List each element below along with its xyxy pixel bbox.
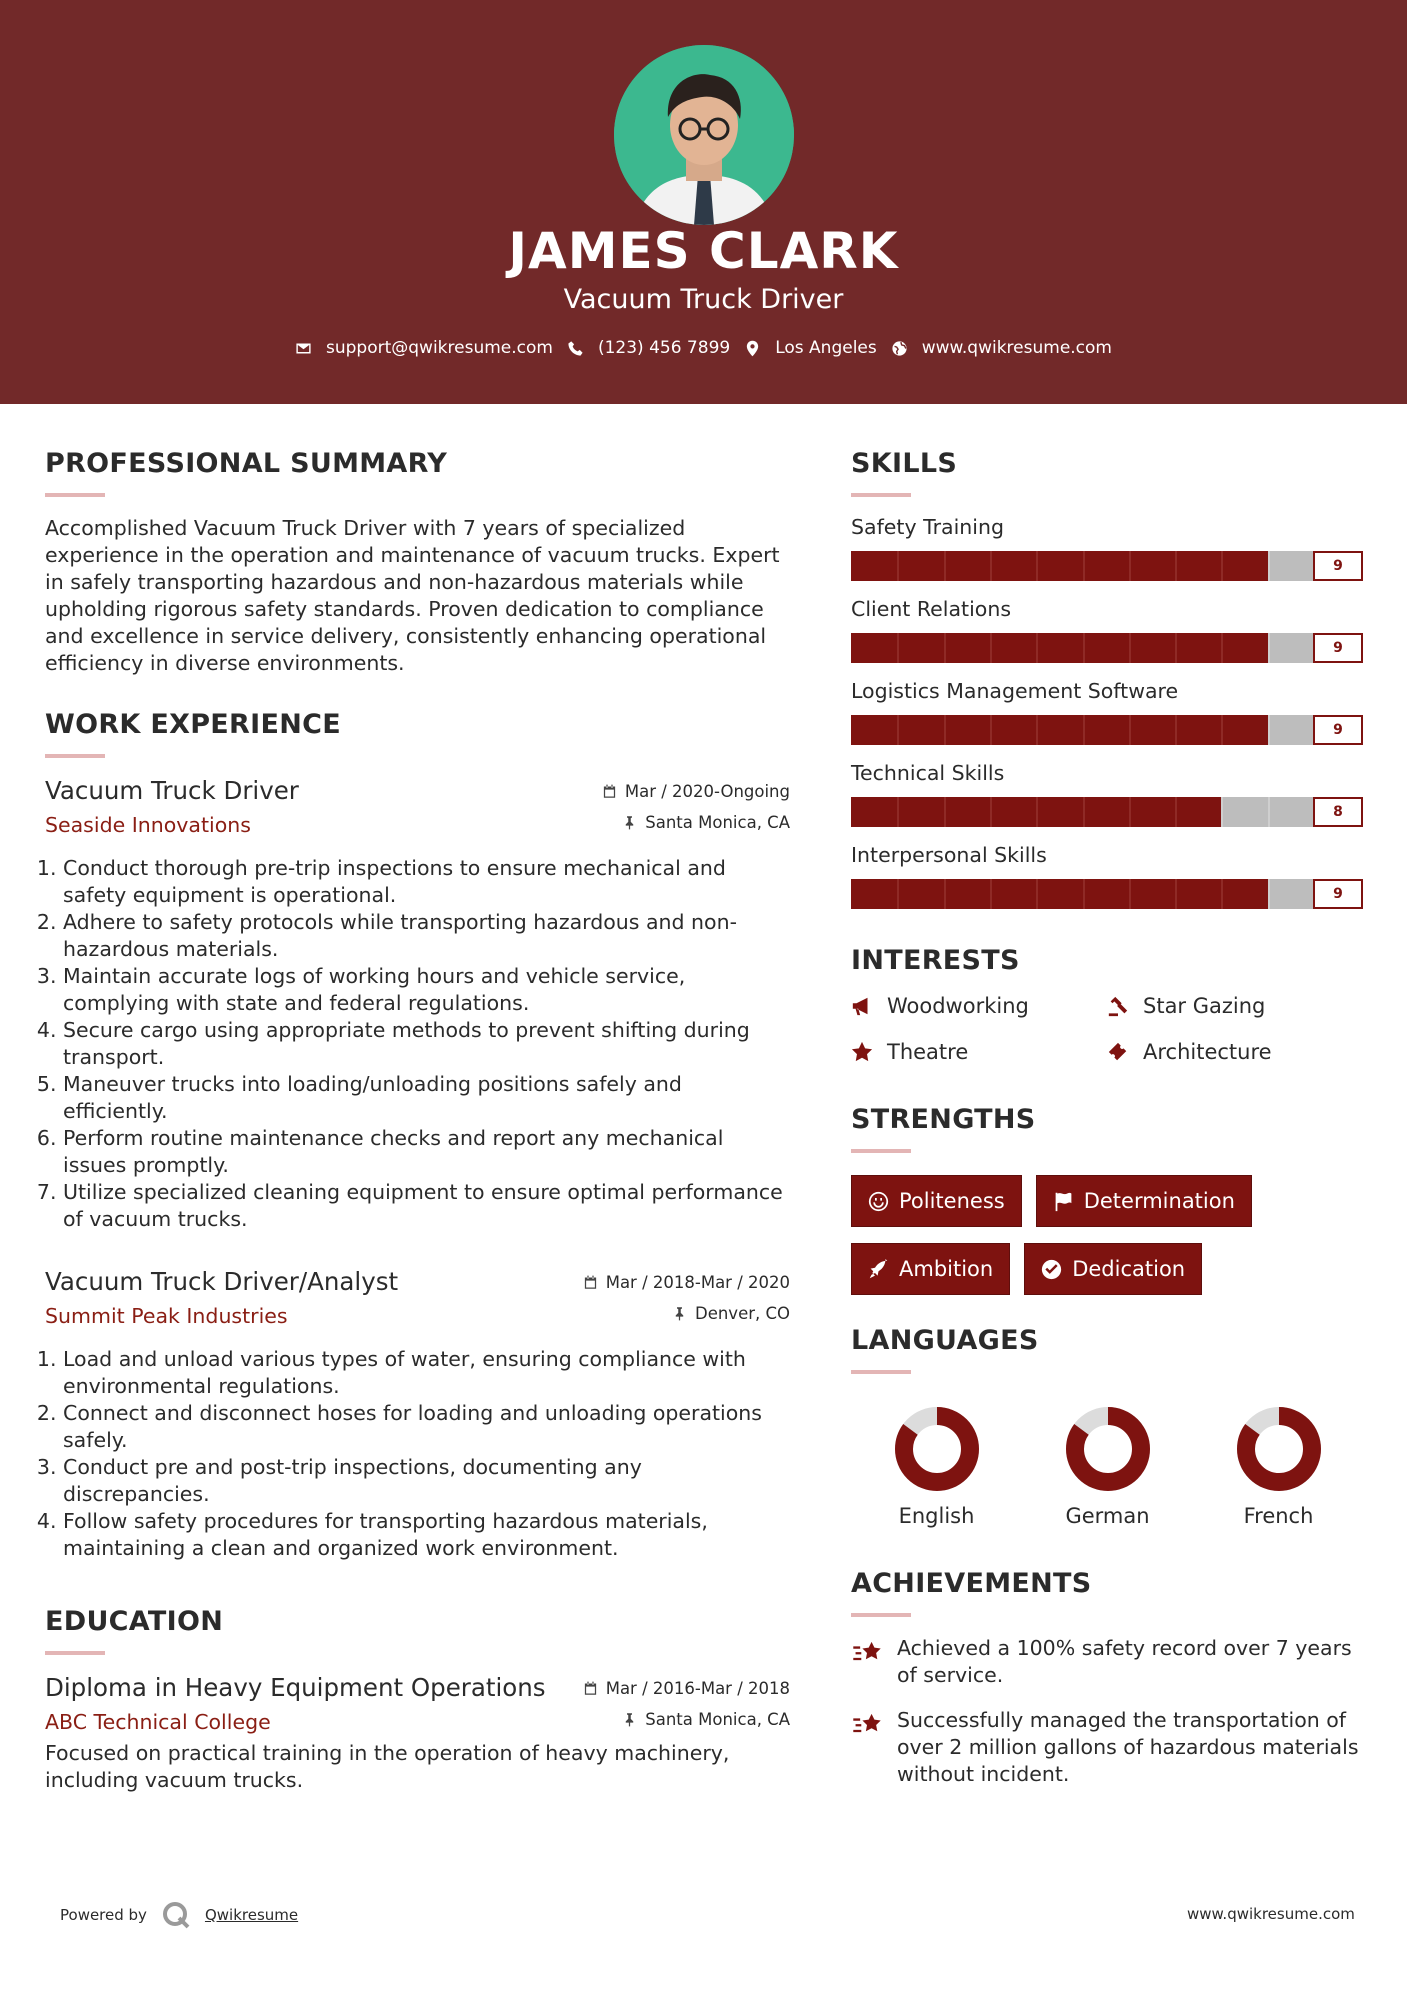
job-date (583, 1273, 790, 1292)
interest-label: Star Gazing (1143, 994, 1266, 1018)
globe-icon (891, 340, 908, 357)
experience-heading: WORK EXPERIENCE (45, 709, 341, 740)
duty-list (45, 1346, 790, 1562)
company-name: Summit Peak Industries (45, 1304, 288, 1328)
company-name: Seaside Innovations (45, 813, 251, 837)
strength-label: Politeness (899, 1189, 1005, 1213)
strengths-heading: STRENGTHS (851, 1104, 1036, 1135)
job-company-row (45, 813, 790, 837)
job-location-text: Santa Monica, CA (645, 813, 790, 832)
duty-item: 7. Utilize specialized cleaning equipment to ensure optimal performance of vacuum trucks. (63, 1179, 790, 1233)
strength-label: Dedication (1072, 1257, 1186, 1281)
education-date-text: Mar / 2016-Mar / 2018 (605, 1679, 790, 1698)
skill-bar-segment (1036, 551, 1038, 581)
education-date (583, 1679, 790, 1698)
skill-bar-segment (1036, 715, 1038, 745)
school-name: ABC Technical College (45, 1710, 271, 1734)
contact-email[interactable] (295, 338, 553, 358)
achievement-text: Achieved a 100% safety record over 7 years of service. (897, 1636, 1352, 1687)
skill-bar-fill (851, 633, 1268, 663)
skill-item (851, 761, 1366, 827)
strength-chip (1036, 1175, 1252, 1227)
contact-phone[interactable] (567, 338, 730, 358)
skill-bar (851, 797, 1363, 827)
duty-item: 4. Follow safety procedures for transporting hazardous materials, maintaining a clean and organized work environment. (63, 1508, 790, 1562)
job-title: Vacuum Truck Driver (45, 776, 299, 805)
achievement-item (851, 1707, 1366, 1788)
summary-heading: PROFESSIONAL SUMMARY (45, 448, 448, 479)
language-name: German (1065, 1504, 1150, 1528)
contact-bar (0, 338, 1407, 358)
skill-bar-segment (1129, 551, 1131, 581)
brand-link[interactable]: Qwikresume (204, 1906, 299, 1924)
skill-bar-segment (1129, 633, 1131, 663)
skill-bar-segment (1221, 551, 1223, 581)
heading-underline (851, 1370, 911, 1374)
rocket-icon (868, 1259, 889, 1280)
skill-bar-fill (851, 551, 1268, 581)
skill-list (851, 515, 1366, 909)
job-title: Vacuum Truck Driver/Analyst (45, 1267, 399, 1296)
interest-item (1107, 1040, 1363, 1064)
job-list (45, 776, 790, 1562)
skill-bar-segment (1175, 715, 1177, 745)
interest-list (851, 994, 1366, 1064)
skill-bar-fill (851, 715, 1268, 745)
gavel-icon (1107, 995, 1129, 1017)
skill-bar-segment (1083, 715, 1085, 745)
skill-bar-segment (897, 797, 899, 827)
duty-item: 6. Perform routine maintenance checks and report any mechanical issues promptly. (63, 1125, 790, 1179)
skill-item (851, 679, 1366, 745)
skill-bar (851, 715, 1363, 745)
duty-item: 1. Conduct thorough pre-trip inspections to ensure mechanical and safety equipment is operational. (63, 855, 790, 909)
summary-text: Accomplished Vacuum Truck Driver with 7 years of specialized experience in the operation and maintenance of vacuum trucks. Expert in safely transporting hazardous and non-hazardous materials while upholding rigorous safety standards. Proven dedication to compliance and excellence in service delivery, consistently enhancing operational efficiency in diverse environments. (45, 516, 780, 675)
interest-label: Woodworking (887, 994, 1029, 1018)
skill-bar-segment (1221, 633, 1223, 663)
achievement-text: Successfully managed the transportation of over 2 million gallons of hazardous materials without incident. (897, 1708, 1359, 1786)
duty-item: 2. Connect and disconnect hoses for loading and unloading operations safely. (63, 1400, 790, 1454)
left-column (45, 448, 790, 1794)
skill-bar-segment (1129, 879, 1131, 909)
heading-underline (851, 493, 911, 497)
check-circle-icon (1041, 1259, 1062, 1280)
education-text: Focused on practical training in the operation of heavy machinery, including vacuum trucks. (45, 1741, 730, 1792)
skill-bar-segment (1083, 633, 1085, 663)
skill-bar-segment (1175, 797, 1177, 827)
right-column (851, 448, 1366, 1788)
interest-item (851, 1040, 1107, 1064)
job-location-text: Denver, CO (694, 1304, 790, 1323)
job-entry (45, 776, 790, 1233)
job-company-row (45, 1304, 790, 1328)
skill-bar-segment (990, 879, 992, 909)
resume-header (0, 0, 1407, 404)
skill-item (851, 843, 1366, 909)
trophy-star-icon (851, 1637, 883, 1665)
strength-list (851, 1175, 1371, 1295)
candidate-title: Vacuum Truck Driver (563, 284, 844, 315)
skill-bar-segment (990, 715, 992, 745)
calendar-icon (583, 1275, 598, 1290)
candidate-name: JAMES CLARK (508, 222, 899, 280)
megaphone-icon (851, 995, 873, 1017)
skill-bar-segment (944, 879, 946, 909)
skill-bar-segment (944, 715, 946, 745)
footer-website[interactable]: www.qwikresume.com (1187, 1905, 1355, 1923)
envelope-icon (295, 340, 312, 357)
strength-label: Ambition (899, 1257, 994, 1281)
trophy-star-icon (851, 1709, 883, 1737)
duty-item: 4. Secure cargo using appropriate methods to prevent shifting during transport. (63, 1017, 790, 1071)
duty-item: 3. Maintain accurate logs of working hours and vehicle service, complying with state and federal regulations. (63, 963, 790, 1017)
heading-underline (45, 1651, 105, 1655)
skill-bar-segment (944, 551, 946, 581)
skill-bar-segment (1083, 879, 1085, 909)
skill-bar-fill (851, 879, 1268, 909)
phone-text: (123) 456 7899 (597, 338, 731, 358)
ticket-icon (1107, 1041, 1129, 1063)
map-pin-icon (744, 340, 761, 357)
skill-bar-segment (1268, 715, 1270, 745)
skill-bar-segment (1221, 715, 1223, 745)
calendar-icon (602, 784, 617, 799)
star-icon (851, 1041, 873, 1063)
duty-item: 1. Load and unload various types of water, ensuring compliance with environmental regulations. (63, 1346, 790, 1400)
skill-bar-segment (944, 633, 946, 663)
skill-bar-segment (1175, 633, 1177, 663)
language-name: English (898, 1504, 975, 1528)
flag-icon (1053, 1191, 1074, 1212)
skill-bar-segment (1268, 797, 1270, 827)
language-level-ring (892, 1404, 982, 1494)
phone-icon (567, 340, 584, 357)
duty-item: 3. Conduct pre and post-trip inspections, documenting any discrepancies. (63, 1454, 790, 1508)
skill-score: 8 (1313, 797, 1363, 827)
location-text: Los Angeles (775, 338, 877, 358)
job-entry (45, 1267, 790, 1562)
duty-item: 2. Adhere to safety protocols while transporting hazardous and non-hazardous materials. (63, 909, 790, 963)
skill-bar-segment (1036, 797, 1038, 827)
interest-label: Theatre (887, 1040, 969, 1064)
education-entry (45, 1673, 790, 1794)
pushpin-icon (672, 1306, 687, 1321)
interest-item (851, 994, 1107, 1018)
heading-underline (851, 1613, 911, 1617)
person-photo-icon (614, 45, 794, 225)
job-date-text: Mar / 2018-Mar / 2020 (605, 1273, 790, 1292)
duty-item: 5. Maneuver trucks into loading/unloading positions safely and efficiently. (63, 1071, 790, 1125)
skill-item (851, 515, 1366, 581)
language-level-ring (1234, 1404, 1324, 1494)
heading-underline (45, 493, 105, 497)
skill-name: Logistics Management Software (851, 679, 1179, 703)
skill-bar-segment (1268, 633, 1270, 663)
education-location (622, 1710, 790, 1729)
education-heading: EDUCATION (45, 1606, 224, 1637)
skill-bar-segment (1083, 797, 1085, 827)
skill-bar-segment (1221, 879, 1223, 909)
skill-bar-segment (990, 551, 992, 581)
language-list (851, 1404, 1366, 1528)
achievement-list (851, 1635, 1366, 1788)
skill-bar (851, 633, 1363, 663)
skill-bar-segment (897, 715, 899, 745)
languages-heading: LANGUAGES (851, 1325, 1039, 1356)
footer-powered-by (60, 1900, 298, 1930)
skill-bar (851, 879, 1363, 909)
job-date-text: Mar / 2020-Ongoing (624, 782, 790, 801)
skill-bar-segment (1268, 551, 1270, 581)
job-date (602, 782, 790, 801)
skill-name: Client Relations (851, 597, 1012, 621)
interest-item (1107, 994, 1363, 1018)
achievement-item (851, 1635, 1366, 1689)
skill-bar-segment (897, 551, 899, 581)
heading-underline (851, 1149, 911, 1153)
skill-name: Interpersonal Skills (851, 843, 1047, 867)
language-level-ring (1063, 1404, 1153, 1494)
skill-score: 9 (1313, 551, 1363, 581)
calendar-icon (583, 1681, 598, 1696)
job-location (672, 1304, 790, 1323)
skill-score: 9 (1313, 633, 1363, 663)
email-text: support@qwikresume.com (326, 338, 553, 358)
degree-title: Diploma in Heavy Equipment Operations (45, 1673, 546, 1702)
skill-bar (851, 551, 1363, 581)
strength-label: Determination (1083, 1189, 1235, 1213)
skills-heading: SKILLS (851, 448, 958, 479)
pushpin-icon (622, 1712, 637, 1727)
job-header-row (45, 1267, 790, 1296)
skill-bar-segment (1221, 797, 1223, 827)
skill-bar-segment (1036, 633, 1038, 663)
skill-bar-segment (944, 797, 946, 827)
skill-item (851, 597, 1366, 663)
smile-icon (868, 1191, 889, 1212)
language-name: French (1243, 1504, 1314, 1528)
skill-bar-segment (1175, 879, 1177, 909)
powered-by-text: Powered by (60, 1906, 147, 1924)
pushpin-icon (622, 815, 637, 830)
heading-underline (45, 754, 105, 758)
language-item (851, 1404, 1022, 1528)
skill-score: 9 (1313, 715, 1363, 745)
skill-name: Safety Training (851, 515, 1004, 539)
skill-score: 9 (1313, 879, 1363, 909)
qwikresume-logo-icon (161, 1900, 191, 1930)
achievements-heading: ACHIEVEMENTS (851, 1568, 1092, 1599)
job-location (622, 813, 790, 832)
skill-bar-segment (897, 879, 899, 909)
contact-location (744, 338, 877, 358)
skill-bar-segment (990, 797, 992, 827)
strength-chip (851, 1243, 1010, 1295)
education-location-text: Santa Monica, CA (645, 1710, 790, 1729)
skill-bar-segment (1036, 879, 1038, 909)
skill-bar-segment (897, 633, 899, 663)
strength-chip (1024, 1243, 1202, 1295)
job-header-row (45, 776, 790, 805)
skill-bar-segment (1083, 551, 1085, 581)
skill-bar-segment (990, 633, 992, 663)
language-item (1193, 1404, 1364, 1528)
duty-list (45, 855, 790, 1233)
skill-bar-segment (1268, 879, 1270, 909)
skill-bar-segment (1129, 715, 1131, 745)
skill-bar-segment (1175, 551, 1177, 581)
language-item (1022, 1404, 1193, 1528)
skill-bar-segment (1129, 797, 1131, 827)
strength-chip (851, 1175, 1022, 1227)
contact-website[interactable] (891, 338, 1112, 358)
skill-name: Technical Skills (851, 761, 1005, 785)
interests-heading: INTERESTS (851, 945, 1020, 976)
avatar (614, 45, 794, 225)
website-text: www.qwikresume.com (921, 338, 1112, 358)
interest-label: Architecture (1143, 1040, 1272, 1064)
